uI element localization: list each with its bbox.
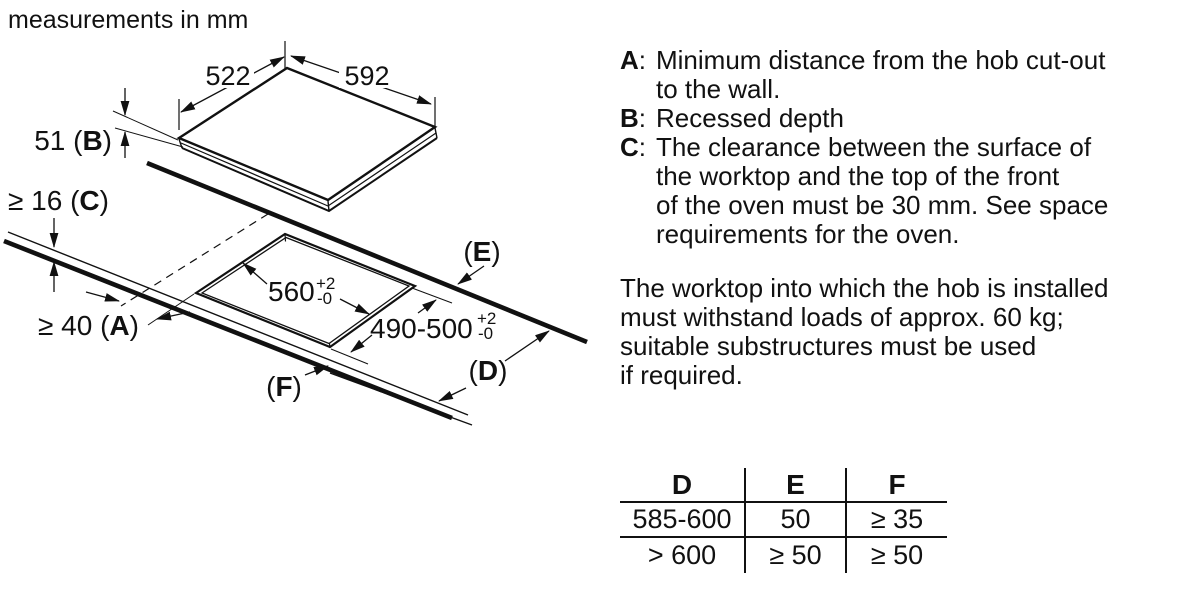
spec-table-cell: > 600: [620, 538, 746, 573]
legend-item-c: [620, 133, 1180, 249]
spec-table-cell: 585-600: [620, 503, 746, 538]
legend-line: of the oven must be 30 mm. See space: [656, 190, 1109, 220]
legend-item-b: [620, 104, 1180, 133]
note-line: The worktop into which the hob is installed: [620, 273, 1109, 303]
label-f: (F): [266, 371, 302, 402]
legend-line: The clearance between the surface of: [656, 132, 1092, 162]
dim-recess-b: [113, 88, 183, 158]
spec-table-cell: ≥ 50: [870, 540, 924, 570]
legend-line: Recessed depth: [656, 103, 844, 133]
legend: [620, 46, 1180, 249]
dim-cutout-560-tol-plus: +2: [316, 274, 336, 293]
legend-line: to the wall.: [656, 74, 781, 104]
page-title: measurements in mm: [8, 6, 249, 34]
spec-table-cell: 50: [746, 503, 847, 538]
legend-text-c: [656, 133, 1180, 249]
note-line: if required.: [620, 360, 743, 390]
spec-table-cell: ≥ 35: [847, 503, 947, 538]
dim-wall-a-label: ≥ 40 (A): [38, 310, 139, 341]
diagram-canvas: [0, 0, 620, 440]
note-line: must withstand loads of approx. 60 kg;: [620, 302, 1064, 332]
dim-cutout-490-500-tol-plus: +2: [477, 309, 497, 328]
dim-522-label: 522: [205, 61, 251, 91]
legend-key-a: A:: [620, 45, 647, 75]
dim-recess-b-label: 51 (B): [34, 125, 112, 156]
legend-item-a: [620, 46, 1180, 104]
dim-592-label: 592: [344, 61, 390, 91]
spec-table-cell: ≥ 50: [746, 538, 847, 573]
label-d: (D): [468, 355, 508, 386]
worktop-note: [620, 274, 1180, 390]
legend-line: the worktop and the top of the front: [656, 161, 1060, 191]
label-d-arrow-up: [505, 331, 549, 361]
dim-clearance-c-label: ≥ 16 (C): [8, 185, 109, 216]
spec-table-header-d: D: [620, 468, 746, 503]
legend-line: Minimum distance from the hob cut-out: [656, 45, 1106, 75]
label-f-arrow: [305, 366, 328, 375]
spec-table: [620, 468, 947, 573]
dim-cutout-490-500-label: 490-500: [370, 313, 473, 344]
label-d-arrow-down: [439, 388, 466, 401]
legend-key-b: B:: [620, 103, 647, 133]
dim-cutout-560-tol-minus: -0: [317, 289, 333, 308]
dim-cutout-560-label: 560: [268, 276, 315, 307]
installation-diagram: [0, 0, 620, 440]
legend-text-b: [656, 104, 1180, 133]
legend-text-a: [656, 46, 1180, 104]
spec-table-header-f: F: [847, 468, 947, 503]
label-e: (E): [463, 236, 501, 267]
note-line: suitable substructures must be used: [620, 331, 1037, 361]
legend-key-c: C:: [620, 132, 647, 162]
worktop-back-edge-line: [147, 163, 587, 342]
legend-line: requirements for the oven.: [656, 219, 960, 249]
label-e-arrow: [458, 266, 484, 284]
dim-cutout-490-500-tol-minus: -0: [478, 324, 494, 343]
spec-table-header-e: E: [746, 468, 847, 503]
